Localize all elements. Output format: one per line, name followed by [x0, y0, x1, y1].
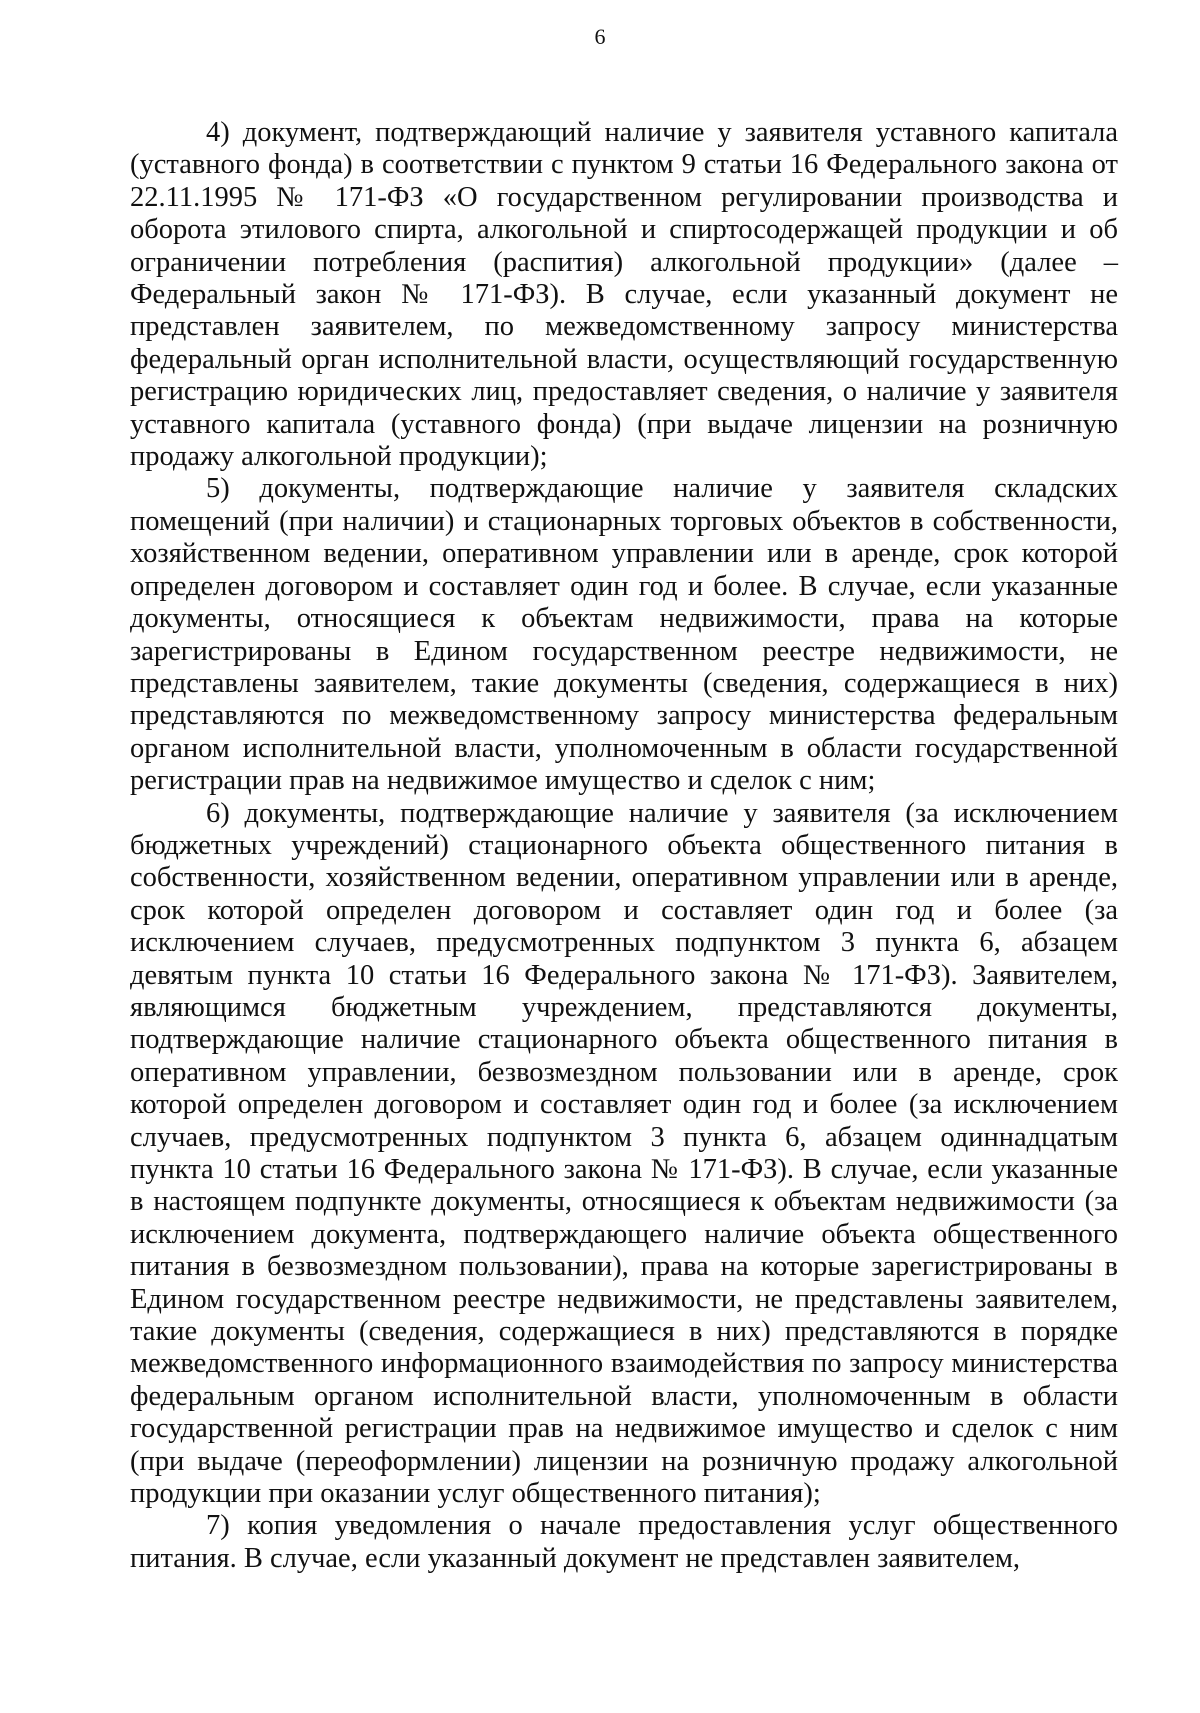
paragraph-item-4: 4) документ, подтверждающий наличие у заявителя уставного капитала (уставного фонда) в соответствии с пунктом 9 статьи 16 Федерального закона от 22.11.1995 № 171-ФЗ «О государственном регулировании производства и оборота этилового спирта, алкогольной и спиртосодержащей продукции и об ограничении потребления (распития) алкогольной продукции» (далее – Федеральный закон № 171-ФЗ). В случае, если указанный документ не представлен заявителем, по межведомственному запросу министерства федеральный орган исполнительной власти, осуществляющий государственную регистрацию юридических лиц, предоставляет сведения, о наличие у заявителя уставного капитала (уставного фонда) (при выдаче лицензии на розничную продажу алкогольной продукции);	[130, 117, 1118, 473]
document-body	[130, 117, 1118, 1575]
paragraph-item-5: 5) документы, подтверждающие наличие у заявителя складских помещений (при наличии) и стационарных торговых объектов в собственности, хозяйственном ведении, оперативном управлении или в аренде, срок которой определен договором и составляет один год и более. В случае, если указанные документы, относящиеся к объектам недвижимости, права на которые зарегистрированы в Едином государственном реестре недвижимости, не представлены заявителем, такие документы (сведения, содержащиеся в них) представляются по межведомственному запросу министерства федеральным органом исполнительной власти, уполномоченным в области государственной регистрации прав на недвижимое имущество и сделок с ним;	[130, 473, 1118, 797]
page-number: 6	[594, 24, 606, 49]
paragraph-item-7: 7) копия уведомления о начале предоставления услуг общественного питания. В случае, если указанный документ не представлен заявителем,	[130, 1510, 1118, 1574]
paragraph-item-6: 6) документы, подтверждающие наличие у заявителя (за исключением бюджетных учреждений) стационарного объекта общественного питания в собственности, хозяйственном ведении, оперативном управлении или в аренде, срок которой определен договором и составляет один год и более (за исключением случаев, предусмотренных подпунктом 3 пункта 6, абзацем девятым пункта 10 статьи 16 Федерального закона № 171-ФЗ). Заявителем, являющимся бюджетным учреждением, представляются документы, подтверждающие наличие стационарного объекта общественного питания в оперативном управлении, безвозмездном пользовании или в аренде, срок которой определен договором и составляет один год и более (за исключением случаев, предусмотренных подпунктом 3 пункта 6, абзацем одиннадцатым пункта 10 статьи 16 Федерального закона № 171-ФЗ). В случае, если указанные в настоящем подпункте документы, относящиеся к объектам недвижимости (за исключением документа, подтверждающего наличие объекта общественного питания в безвозмездном пользовании), права на которые зарегистрированы в Едином государственном реестре недвижимости, не представлены заявителем, такие документы (сведения, содержащиеся в них) представляются в порядке межведомственного информационного взаимодействия по запросу министерства федеральным органом исполнительной власти, уполномоченным в области государственной регистрации прав на недвижимое имущество и сделок с ним (при выдаче (переоформлении) лицензии на розничную продажу алкогольной продукции при оказании услуг общественного питания);	[130, 797, 1118, 1510]
